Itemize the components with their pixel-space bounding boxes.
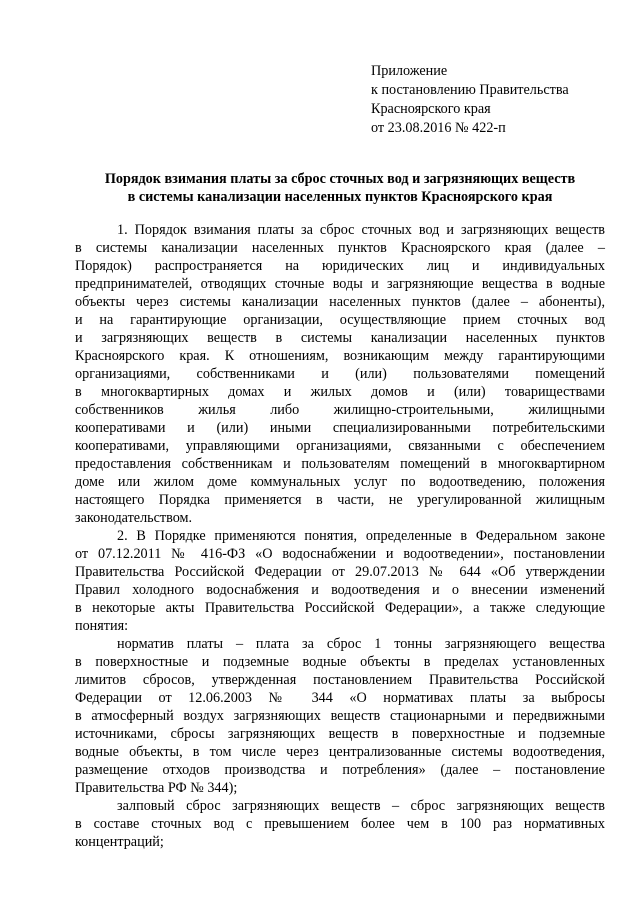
- paragraph-line: в поверхностные и подземные водные объекты в пределах установленных: [75, 654, 605, 670]
- title-line: в системы канализации населенных пунктов Красноярского края: [127, 189, 553, 205]
- appendix-date-line: от 23.08.2016 № 422-п: [371, 120, 506, 136]
- paragraph-line: и загрязняющих веществ в системы канализации населенных пунктов: [75, 330, 605, 346]
- paragraph-line: в некоторые акты Правительства Российской Федерации», а также следующие: [75, 600, 605, 616]
- paragraph-line: в составе сточных вод с превышением более чем в 100 раз нормативных: [75, 816, 605, 832]
- paragraph-line: Федерации от 12.06.2003 № 344 «О нормативах платы за выбросы: [75, 690, 605, 706]
- paragraph-line: организациями, собственниками и (или) пользователями помещений: [75, 366, 605, 382]
- title-line: Порядок взимания платы за сброс сточных вод и загрязняющих веществ: [104, 171, 576, 187]
- paragraph-line: в многоквартирных домах и жилых домов и (или) товариществами: [75, 384, 605, 400]
- paragraph-line: залповый сброс загрязняющих веществ – сброс загрязняющих веществ: [117, 798, 605, 814]
- appendix-block: [371, 62, 569, 138]
- paragraph-line: Правительства РФ № 344);: [75, 780, 238, 796]
- paragraph-line: 1. Порядок взимания платы за сброс сточных вод и загрязняющих веществ: [117, 222, 605, 238]
- paragraph-line: водные объекты, в том числе через централизованные системы водоотведения,: [75, 744, 605, 760]
- paragraph-line: понятия:: [75, 618, 129, 634]
- paragraph: [75, 797, 605, 851]
- document-title: [70, 170, 610, 206]
- paragraph-line: от 07.12.2011 № 416-ФЗ «О водоснабжении и водоотведении», постановлении: [75, 546, 605, 562]
- paragraph-line: законодательством.: [75, 510, 193, 526]
- paragraph-line: собственников жилья либо жилищно-строительными, жилищными: [75, 402, 605, 418]
- paragraph-line: кооперативами и (или) иными специализированными потребительскими: [75, 420, 605, 436]
- appendix-line: Приложение: [371, 63, 448, 79]
- paragraph-line: в атмосферный воздух загрязняющих веществ стационарными и передвижными: [75, 708, 605, 724]
- paragraph-line: кооперативами, управляющими организациями, связанными с обеспечением: [75, 438, 605, 454]
- paragraph-line: предоставления собственникам и пользователям помещений в многоквартирном: [75, 456, 605, 472]
- paragraph: [75, 221, 605, 527]
- paragraph-line: объекты через системы канализации населенных пунктов (далее – абоненты),: [75, 294, 605, 310]
- paragraph-line: 2. В Порядке применяются понятия, определенные в Федеральном законе: [117, 528, 605, 544]
- paragraph-line: предпринимателей, отводящих сточные воды и загрязняющие вещества в водные: [75, 276, 605, 292]
- paragraph-line: в системы канализации населенных пунктов Красноярского края (далее –: [75, 240, 605, 256]
- appendix-line: к постановлению Правительства: [371, 82, 569, 98]
- paragraph-line: источниками, сбросы загрязняющих веществ в поверхностные и подземные: [75, 726, 605, 742]
- paragraph-line: норматив платы – плата за сброс 1 тонны загрязняющего вещества: [117, 636, 605, 652]
- document-body: [75, 221, 605, 851]
- paragraph-line: Порядок) распространяется на юридических лиц и индивидуальных: [75, 258, 605, 274]
- paragraph-line: размещение отходов производства и потребления» (далее – постановление: [75, 762, 605, 778]
- paragraph-line: и на гарантирующие организации, осуществляющие прием сточных вод: [75, 312, 605, 328]
- paragraph-line: Правил холодного водоснабжения и водоотведения и о внесении изменений: [75, 582, 605, 598]
- paragraph-line: настоящего Порядка применяется в части, не урегулированной жилищным: [75, 492, 605, 508]
- paragraph-line: лимитов сбросов, утвержденная постановлением Правительства Российской: [75, 672, 605, 688]
- paragraph-line: концентраций;: [75, 834, 164, 850]
- paragraph: [75, 635, 605, 797]
- paragraph-line: Красноярского края. К отношениям, возникающим между гарантирующими: [75, 348, 605, 364]
- paragraph-line: Правительства Российской Федерации от 29.07.2013 № 644 «Об утверждении: [75, 564, 605, 580]
- paragraph-line: доме или жилом доме коммунальных услуг по водоотведению, положения: [75, 474, 605, 490]
- paragraph: [75, 527, 605, 635]
- appendix-line: Красноярского края: [371, 101, 491, 117]
